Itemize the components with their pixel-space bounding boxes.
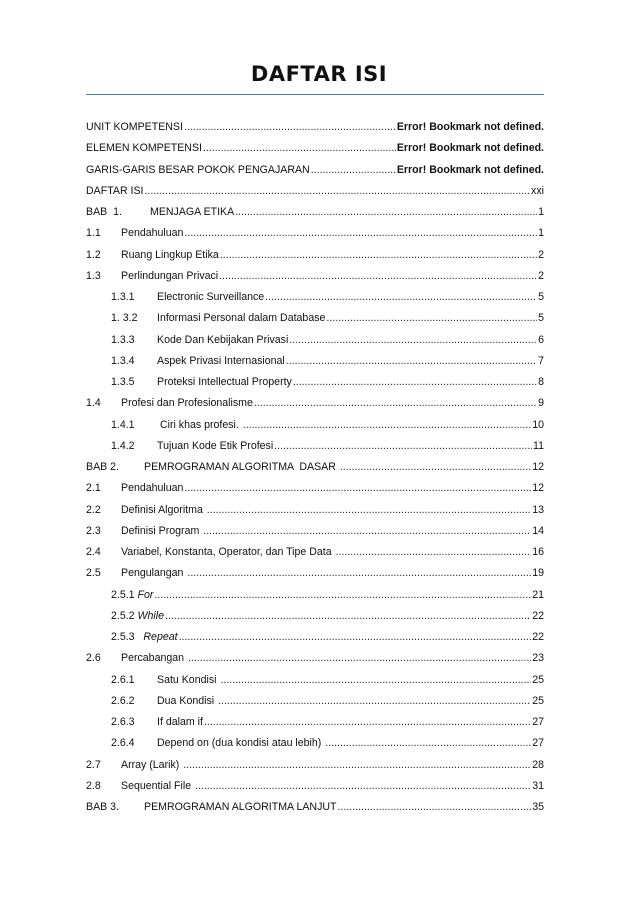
toc-entry[interactable] — [86, 376, 544, 397]
toc-entry-page: 28 — [532, 758, 544, 771]
toc-entry-page: 25 — [532, 673, 544, 686]
toc-entry-page: Error! Bookmark not defined. — [396, 142, 544, 155]
toc-entry-label: Dua Kondisi — [157, 694, 218, 707]
toc-entry-page: 31 — [532, 779, 544, 792]
toc-entry-label: Repeat — [143, 631, 178, 643]
toc-entry-page: 13 — [532, 503, 544, 516]
toc-entry-number: 1.2 — [86, 248, 101, 261]
toc-entry-page: 27 — [532, 716, 544, 728]
toc-leader-dots — [154, 589, 531, 601]
toc-entry[interactable] — [86, 206, 544, 227]
toc-entry-number: 2.5 — [86, 567, 101, 580]
toc-leader-dots — [337, 801, 531, 813]
toc-entry-number: 2.3 — [86, 524, 101, 537]
toc-entry[interactable] — [86, 525, 544, 546]
toc-leader-dots — [183, 759, 531, 771]
toc-leader-dots — [325, 737, 531, 749]
toc-entry-label: Ruang Lingkup Etika — [121, 248, 219, 261]
toc-entry-label: Profesi dan Profesionalisme — [121, 397, 253, 410]
toc-entry-label: Tujuan Kode Etik Profesi — [157, 439, 274, 452]
toc-entry-label: Satu Kondisi — [157, 673, 220, 686]
toc-entry[interactable] — [86, 546, 544, 567]
toc-entry-number: BAB 1. — [86, 206, 122, 218]
toc-leader-dots — [203, 525, 531, 537]
toc-entry-page: 19 — [532, 567, 544, 580]
toc-entry-page: 14 — [532, 524, 544, 537]
toc-entry-page: 8 — [538, 376, 544, 388]
toc-leader-dots — [293, 376, 537, 388]
toc-entry[interactable] — [86, 419, 544, 440]
toc-entry-page: 5 — [538, 291, 544, 303]
toc-entry-page: 10 — [532, 418, 544, 431]
toc-entry[interactable] — [86, 270, 544, 291]
toc-entry-number: 1.3.4 — [111, 354, 135, 367]
toc-entry[interactable] — [86, 610, 544, 631]
toc-entry-page: 1 — [538, 227, 544, 240]
toc-entry-label: PEMROGRAMAN ALGORITMA LANJUT — [144, 801, 337, 813]
toc-leader-dots — [204, 716, 531, 728]
toc-entry[interactable] — [86, 695, 544, 716]
title-underline — [86, 94, 544, 95]
toc-leader-dots — [220, 674, 531, 686]
toc-leader-dots — [243, 419, 531, 431]
toc-entry[interactable] — [86, 674, 544, 695]
toc-entry[interactable] — [86, 631, 544, 652]
toc-entry-label: Aspek Privasi Internasional — [157, 354, 285, 367]
toc-entry-label: PEMROGRAMAN ALGORITMA DASAR — [144, 461, 339, 473]
toc-entry-label: Informasi Personal dalam Database — [157, 312, 326, 325]
toc-entry-page: 23 — [532, 652, 544, 665]
toc-leader-dots — [188, 652, 531, 664]
toc-entry-number: 1.3 — [86, 269, 101, 282]
toc-entry[interactable] — [86, 291, 544, 312]
toc-entry-page: 12 — [532, 461, 544, 473]
toc-entry-label: Ciri khas profesi. — [157, 418, 242, 431]
toc-entry-label: If dalam if — [157, 716, 203, 728]
toc-entry[interactable] — [86, 121, 544, 142]
toc-entry-number: 1.4 — [86, 397, 101, 410]
toc-entry-label: GARIS-GARIS BESAR POKOK PENGAJARAN — [86, 163, 310, 176]
toc-entry[interactable] — [86, 461, 544, 482]
toc-entry-label: Kode Dan Kebijakan Privasi — [157, 333, 289, 346]
toc-leader-dots — [286, 355, 537, 367]
page-title: DAFTAR ISI — [250, 62, 388, 86]
toc-entry-page: 1 — [538, 206, 544, 218]
toc-entry[interactable] — [86, 334, 544, 355]
toc-leader-dots — [165, 610, 531, 622]
toc-entry-number: 1.3.1 — [111, 291, 135, 303]
toc-entry-label: Proteksi Intellectual Property — [157, 376, 292, 388]
toc-leader-dots — [326, 312, 537, 324]
toc-entry-label: Pendahuluan — [121, 227, 184, 240]
toc-entry-label: Electronic Surveillance — [157, 291, 265, 303]
toc-entry[interactable] — [86, 355, 544, 376]
toc-entry-page: 11 — [533, 439, 544, 452]
toc-entry[interactable] — [86, 759, 544, 780]
toc-entry-page: 2 — [538, 269, 544, 282]
toc-entry-label: For — [137, 588, 154, 601]
toc-entry-number: 2.4 — [86, 546, 101, 558]
toc-leader-dots — [184, 227, 537, 239]
toc-entry-number: 2.5.1 — [111, 588, 138, 601]
toc-leader-dots — [203, 142, 396, 154]
toc-entry-label: Pendahuluan — [121, 482, 184, 495]
toc-leader-dots — [195, 780, 531, 792]
toc-leader-dots — [289, 334, 537, 346]
toc-leader-dots — [187, 567, 531, 579]
toc-entry-label: Perlindungan Privaci — [121, 269, 219, 282]
toc-entry-page: 22 — [532, 609, 544, 622]
toc-entry[interactable] — [86, 589, 544, 610]
toc-leader-dots — [207, 504, 531, 516]
toc-entry-page: 5 — [538, 312, 544, 325]
toc-entry-number: 2.7 — [86, 758, 101, 771]
toc-entry-page: 25 — [532, 694, 544, 707]
toc-entry-number: BAB 3. — [86, 801, 119, 813]
toc-entry-page: 7 — [538, 354, 544, 367]
toc-leader-dots — [218, 695, 531, 707]
toc-entry[interactable] — [86, 164, 544, 185]
toc-entry-page: 16 — [532, 546, 544, 558]
toc-entry-label: While — [137, 609, 165, 622]
toc-entry-number: 2.8 — [86, 779, 101, 792]
toc-entry-number: 2.5.3 — [111, 631, 144, 643]
toc-entry-number: 1. 3.2 — [111, 312, 138, 325]
toc-entry-number: 1.3.3 — [111, 333, 135, 346]
toc-entry-page: 21 — [532, 588, 544, 601]
toc-entry[interactable] — [86, 142, 544, 163]
toc-entry[interactable] — [86, 185, 544, 206]
toc-entry-page: 22 — [532, 631, 544, 643]
toc-entry-label: Sequential File — [121, 779, 195, 792]
toc-leader-dots — [144, 185, 530, 197]
toc-entry-page: Error! Bookmark not defined. — [396, 121, 544, 133]
toc-entry[interactable] — [86, 397, 544, 418]
toc-entry-label: Array (Larik) — [121, 758, 183, 771]
toc-entry-number: 2.6.2 — [111, 694, 135, 707]
toc-entry-label: Percabangan — [121, 652, 187, 665]
toc-entry-label: Variabel, Konstanta, Operator, dan Tipe Data — [121, 546, 335, 558]
toc-entry-page: xxi — [531, 184, 544, 197]
toc-entry-number: 2.6.4 — [111, 737, 135, 750]
toc-entry[interactable] — [86, 504, 544, 525]
toc-entry[interactable] — [86, 482, 544, 503]
toc-entry-number: 2.6.1 — [111, 673, 135, 686]
toc-entry[interactable] — [86, 249, 544, 270]
toc-entry[interactable] — [86, 567, 544, 588]
toc-entry-number: 2.2 — [86, 503, 101, 516]
toc-entry-page: 12 — [532, 482, 544, 495]
toc-leader-dots — [184, 482, 531, 494]
toc-entry-page: 35 — [532, 801, 544, 813]
toc-leader-dots — [265, 291, 537, 303]
toc-leader-dots — [220, 249, 537, 261]
toc-entry[interactable] — [86, 801, 544, 822]
toc-leader-dots — [235, 206, 537, 218]
toc-entry-label: ELEMEN KOMPETENSI — [86, 142, 202, 155]
toc-entry-label: UNIT KOMPETENSI — [86, 121, 183, 133]
toc-entry-page: 9 — [538, 397, 544, 410]
toc-entry-number: 1.4.2 — [111, 439, 135, 452]
toc-leader-dots — [179, 631, 532, 643]
toc-entry-label: Pengulangan — [121, 567, 187, 580]
toc-entry[interactable] — [86, 780, 544, 801]
toc-entry-number: 2.6.3 — [111, 716, 135, 728]
toc-entry-number: 2.5.2 — [111, 609, 138, 622]
toc-entry[interactable] — [86, 440, 544, 461]
toc-entry-label: DAFTAR ISI — [86, 184, 144, 197]
toc-entry-number: 1.4.1 — [111, 418, 135, 431]
toc-entry-number: 2.1 — [86, 482, 101, 495]
toc-leader-dots — [184, 121, 396, 133]
toc-leader-dots — [311, 164, 396, 176]
toc-entry-number: 1.3.5 — [111, 376, 135, 388]
toc-entry-page: 6 — [538, 333, 544, 346]
toc-entry-label: MENJAGA ETIKA — [150, 206, 235, 218]
toc-entry-page: 27 — [532, 737, 544, 750]
toc-leader-dots — [219, 270, 537, 282]
toc-leader-dots — [254, 397, 537, 409]
toc-entry-number: 2.6 — [86, 652, 101, 665]
toc-entry[interactable] — [86, 716, 544, 737]
toc-entry-label: Depend on (dua kondisi atau lebih) — [157, 737, 325, 750]
toc-entry-label: Definisi Algoritma — [121, 503, 206, 516]
table-of-contents — [86, 121, 544, 822]
toc-leader-dots — [336, 546, 532, 558]
toc-entry[interactable] — [86, 227, 544, 248]
toc-entry-label: Definisi Program — [121, 524, 203, 537]
toc-entry[interactable] — [86, 312, 544, 333]
toc-entry-page: Error! Bookmark not defined. — [396, 163, 544, 176]
toc-leader-dots — [340, 461, 531, 473]
toc-entry[interactable] — [86, 737, 544, 758]
toc-entry-number: 1.1 — [86, 227, 101, 240]
toc-leader-dots — [274, 440, 532, 452]
toc-entry-page: 2 — [538, 248, 544, 261]
toc-entry[interactable] — [86, 652, 544, 673]
toc-entry-number: BAB 2. — [86, 461, 119, 473]
